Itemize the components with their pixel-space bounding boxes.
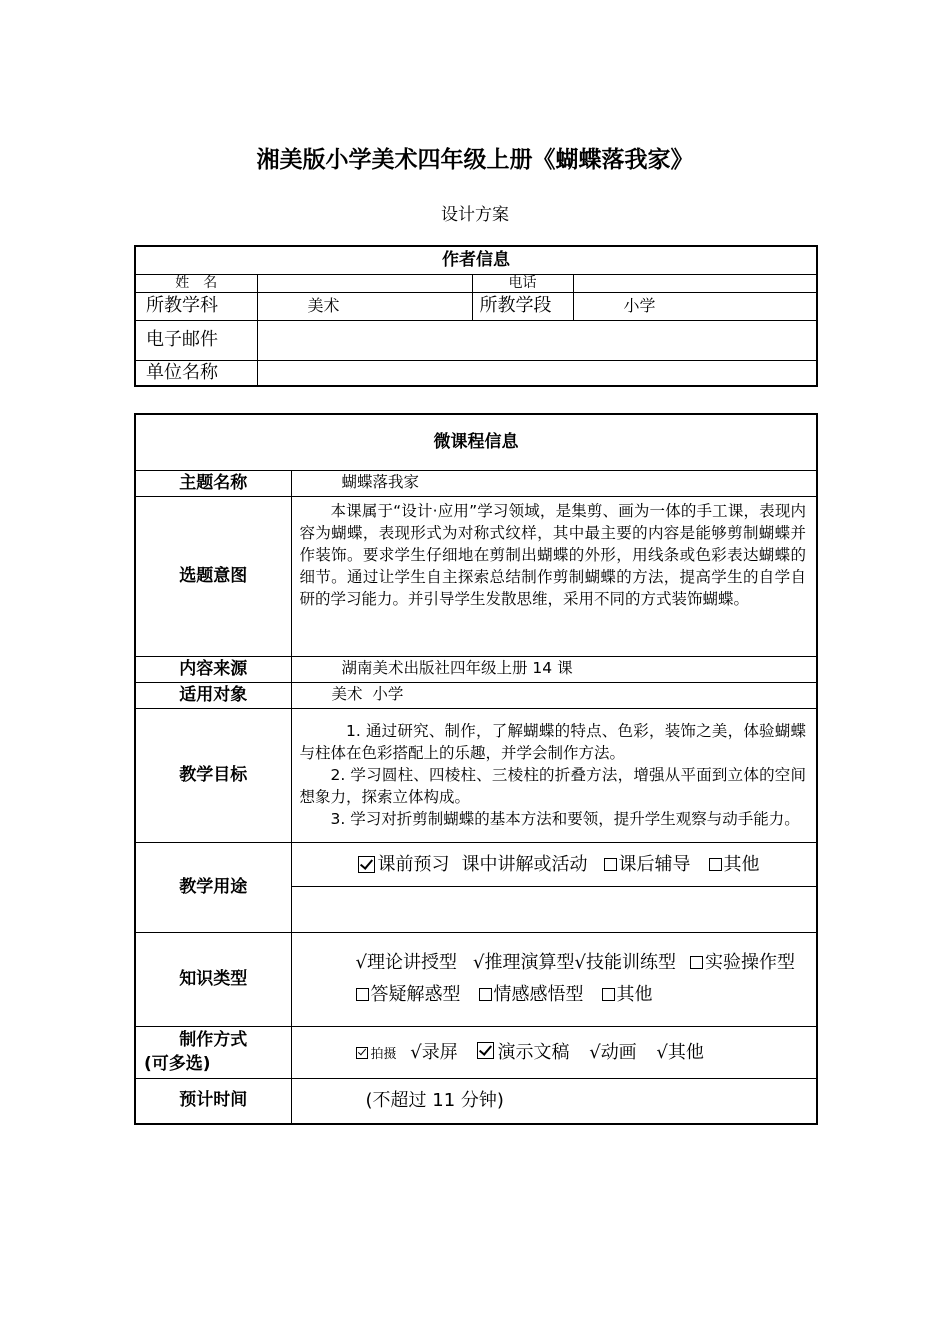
- make-shoot: 拍摄: [370, 1047, 397, 1062]
- email-value: [257, 320, 817, 360]
- make-label-cell: [135, 1026, 291, 1078]
- org-label: 单位名称: [135, 360, 257, 386]
- usage-blank-row: [292, 887, 817, 931]
- phone-value: [573, 274, 817, 292]
- usage-options-row: [292, 843, 817, 887]
- check-mark-icon: √: [410, 1042, 422, 1063]
- source-label: 内容来源: [135, 656, 291, 682]
- checked-box-icon: [477, 1042, 494, 1059]
- check-mark-icon: √: [472, 952, 485, 973]
- source-value: 湖南美术出版社四年级上册 14 课: [291, 656, 817, 682]
- stage-label: 所教学段: [472, 292, 573, 320]
- name-label: 姓 名: [135, 274, 257, 292]
- knowledge-skill: 技能训练型: [585, 952, 676, 973]
- intent-label: 选题意图: [135, 496, 291, 656]
- goal-item-1: 1. 通过研究、制作，了解蝴蝶的特点、色彩，装饰之美，体验蝴蝶与柱体在色彩搭配上的乐趣，并学会制作方法。: [299, 722, 806, 762]
- org-value: [257, 360, 817, 386]
- stage-value: 小学: [573, 292, 817, 320]
- usage-preview: 课前预习: [377, 853, 450, 875]
- knowledge-label: 知识类型: [135, 932, 291, 1026]
- subject-label: 所教学科: [135, 292, 257, 320]
- usage-after-class: 课后辅导: [618, 853, 691, 875]
- author-info-header: 作者信息: [135, 246, 817, 274]
- knowledge-qa: 答疑解惑型: [370, 984, 461, 1005]
- audience-label: 适用对象: [135, 682, 291, 708]
- subject-value: 美术: [257, 292, 472, 320]
- topic-label: 主题名称: [135, 470, 291, 496]
- check-mark-icon: √: [574, 952, 586, 973]
- unchecked-box-icon: [709, 858, 722, 871]
- check-mark-icon: √: [656, 1042, 668, 1063]
- course-info-table: [134, 413, 818, 1125]
- document-subtitle: 设计方案: [441, 205, 509, 225]
- audience-value: 美术 小学: [291, 682, 817, 708]
- course-info-header: 微课程信息: [135, 414, 817, 470]
- make-slides: 演示文稿: [497, 1042, 570, 1063]
- unchecked-box-icon: [690, 956, 703, 969]
- usage-other: 其他: [723, 853, 760, 875]
- knowledge-reasoning: 推理演算型: [484, 952, 575, 973]
- phone-label: 电话: [472, 274, 573, 292]
- unchecked-box-icon: [356, 988, 369, 1001]
- time-value: (不超过 11 分钟): [291, 1078, 817, 1124]
- make-label: 制作方式: [179, 1030, 248, 1050]
- usage-label: 教学用途: [135, 842, 291, 932]
- name-value: [257, 274, 472, 292]
- intent-paragraph: 本课属于“设计·应用”学习领域，是集剪、画为一体的手工课，表现内容为蝴蝶，表现形式为对称式纹样，其中最主要的内容是能够剪制蝴蝶并作装饰。要求学生仔细地在剪制出蝴蝶的外形，用线条或色彩表达蝴蝶的细节。通过让学生自主探索总结制作剪制蝴蝶的方法，提高学生的自学自研的学习能力。并引导学生发散思维，采用不同的方式装饰蝴蝶。: [299, 501, 806, 608]
- check-mark-icon: √: [589, 1042, 601, 1063]
- email-label: 电子邮件: [135, 320, 257, 360]
- knowledge-row-2: [300, 981, 809, 1009]
- goals-label: 教学目标: [135, 708, 291, 842]
- checked-box-icon: [358, 856, 375, 873]
- goal-item-3: 3. 学习对折剪制蝴蝶的基本方法和要领，提升学生观察与动手能力。: [330, 810, 800, 828]
- knowledge-theory: 理论讲授型: [366, 952, 457, 973]
- make-animation: 动画: [600, 1042, 637, 1063]
- knowledge-other: 其他: [616, 984, 653, 1005]
- author-info-table: [134, 245, 818, 387]
- usage-in-class: 课中讲解或活动: [461, 853, 588, 875]
- knowledge-experiment: 实验操作型: [704, 952, 795, 973]
- make-other: 其他: [667, 1042, 704, 1063]
- make-label-note: (可多选): [144, 1054, 211, 1074]
- unchecked-box-icon: [604, 858, 617, 871]
- time-label: 预计时间: [135, 1078, 291, 1124]
- make-record: 录屏: [421, 1042, 458, 1063]
- unchecked-box-icon: [479, 988, 492, 1001]
- topic-value: 蝴蝶落我家: [291, 470, 817, 496]
- document-title: 湘美版小学美术四年级上册《蝴蝶落我家》: [256, 146, 694, 173]
- unchecked-box-icon: [602, 988, 615, 1001]
- knowledge-row-1: [300, 949, 809, 977]
- check-mark-icon: √: [355, 952, 367, 973]
- checked-box-icon: [356, 1047, 368, 1059]
- goal-item-2: 2. 学习圆柱、四棱柱、三棱柱的折叠方法，增强从平面到立体的空间想象力，探索立体构成。: [299, 766, 806, 806]
- make-options-row: [291, 1026, 817, 1078]
- knowledge-emotion: 情感感悟型: [493, 984, 584, 1005]
